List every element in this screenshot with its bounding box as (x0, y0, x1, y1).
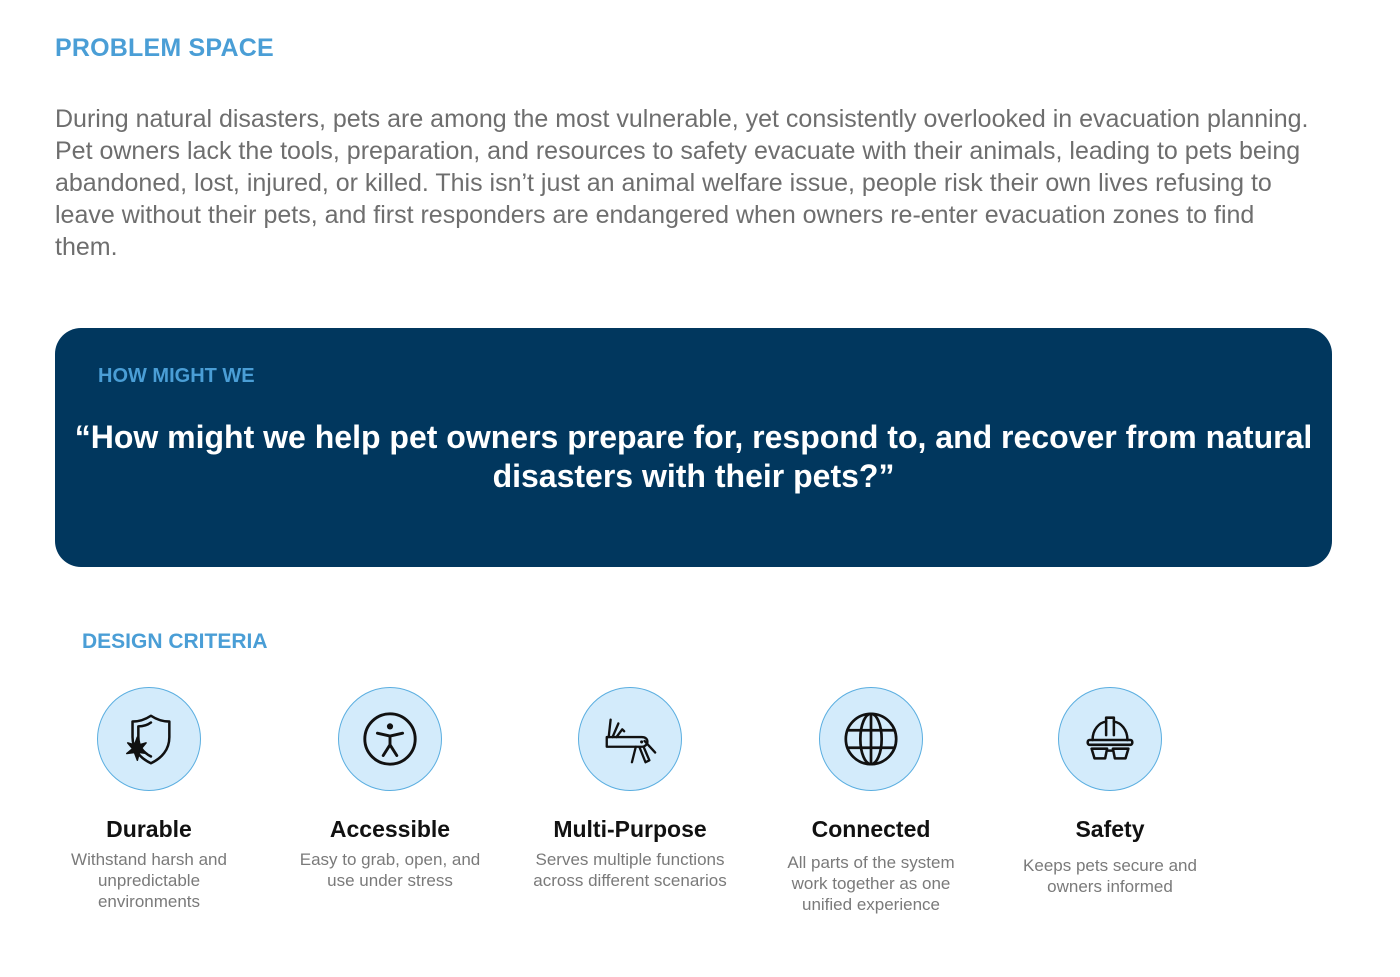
icon-circle (819, 687, 923, 791)
shield-burst-icon (118, 708, 180, 770)
criterion-description: Keeps pets secure and owners informed (1023, 856, 1197, 896)
problem-space-heading: PROBLEM SPACE (55, 34, 274, 62)
globe-icon (840, 708, 902, 770)
criterion-description: Serves multiple functions across different scenarios (533, 850, 727, 890)
criterion-description: Withstand harsh and unpredictable environments (71, 850, 227, 911)
criterion-safety (1010, 687, 1210, 897)
criterion-title: Connected (811, 816, 931, 842)
how-might-we-question: “How might we help pet owners prepare for, respond to, and recover from natural disasters with their pets?” (74, 419, 1313, 494)
how-might-we-label: HOW MIGHT WE (98, 365, 255, 387)
icon-circle (97, 687, 201, 791)
criterion-accessible (290, 687, 490, 891)
criterion-title: Safety (1075, 816, 1145, 842)
icon-circle (578, 687, 682, 791)
icon-circle (338, 687, 442, 791)
design-criteria-heading: DESIGN CRITERIA (82, 630, 268, 653)
how-might-we-card (55, 328, 1332, 567)
criterion-title: Durable (106, 816, 192, 842)
criterion-multi-purpose (530, 687, 730, 891)
accessibility-icon (359, 708, 421, 770)
multitool-icon (599, 708, 661, 770)
hardhat-goggles-icon (1079, 708, 1141, 770)
criterion-description: All parts of the system work together as one unified experience (787, 853, 955, 914)
problem-space-text: During natural disasters, pets are among the most vulnerable, yet consistently overlooked in evacuation planning. Pet owners lack the tools, preparation, and resources to safety evacuate with their animals, leading to pets being abandoned, lost, injured, or killed. This isn’t just an animal welfare issue, people risk their own lives refusing to leave without their pets, and first responders are endangered when owners re-enter evacuation zones to find them. (55, 105, 1309, 261)
icon-circle (1058, 687, 1162, 791)
criterion-description: Easy to grab, open, and use under stress (299, 850, 481, 890)
criterion-durable (49, 687, 249, 912)
criterion-title: Multi-Purpose (553, 816, 707, 842)
criterion-title: Accessible (329, 816, 451, 842)
criterion-connected (771, 687, 971, 915)
